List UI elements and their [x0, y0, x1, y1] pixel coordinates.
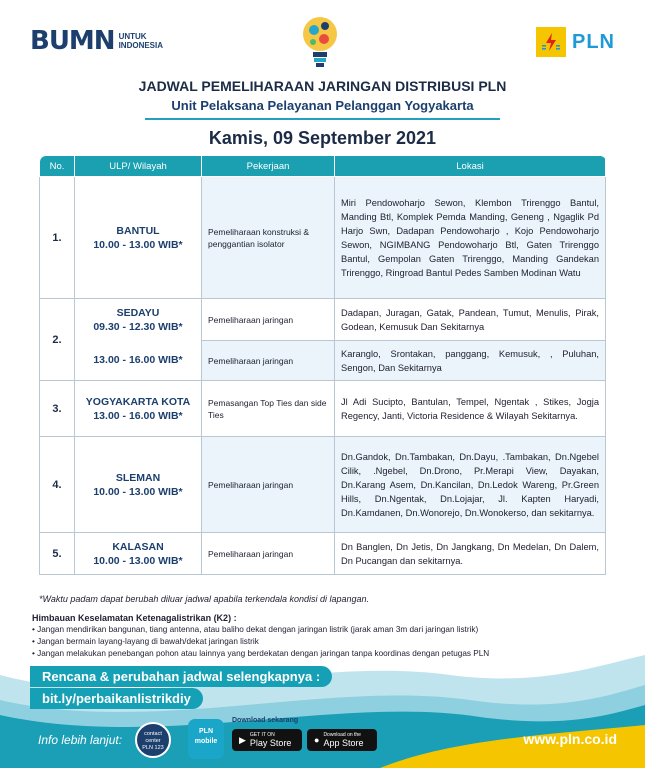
- website-url[interactable]: www.pln.co.id: [523, 731, 617, 747]
- cc-line1: contact: [144, 731, 162, 737]
- k2-item-text: Jangan melakukan penebangan pohon atau lainnya yang berdekatan dengan jaringan tanpa koordinas dengan petugas PLN: [37, 649, 490, 658]
- col-header-job: Pekerjaan: [202, 156, 335, 177]
- k2-safety-notice: [32, 612, 489, 660]
- k2-item-text: Jangan mendirikan bangunan, tiang antenna, atau baliho dekat dengan jaringan listrik (jarak aman 3m dari jaringan listrik): [37, 625, 479, 634]
- play-store-label: Play Store: [249, 738, 292, 748]
- schedule-link[interactable]: bit.ly/perbaikanlistrikdiy: [30, 688, 203, 709]
- app-store-text: [323, 732, 363, 748]
- ulp-cell: [75, 533, 202, 575]
- row-number: 2.: [40, 299, 75, 381]
- table-row: [40, 299, 606, 341]
- ulp-cell: [75, 299, 202, 341]
- ulp-cell: [75, 437, 202, 533]
- pln-mobile-line1: PLN: [199, 728, 213, 735]
- bumn-sub-line2: INDONESIA: [118, 41, 164, 50]
- lightbulb-icon: [300, 12, 340, 74]
- schedule-date: Kamis, 09 September 2021: [208, 128, 437, 148]
- location-cell: Dadapan, Juragan, Gatak, Pandean, Tumut, Menulis, Pirak, Godean, Kemusuk Dan Sekitarnya: [335, 299, 606, 341]
- col-header-ulp: ULP/ Wilayah: [75, 156, 202, 177]
- ulp-cell: [75, 177, 202, 299]
- location-cell: Dn Banglen, Dn Jetis, Dn Jangkang, Dn Medelan, Dn Dalem, Dn Pucangan dan sekitarnya.: [335, 533, 606, 575]
- table-row: [40, 381, 606, 437]
- ulp-time: 09.30 - 12.30 WIB*: [93, 320, 183, 333]
- location-cell: Dn.Gandok, Dn.Tambakan, Dn.Dayu, .Tambakan, Dn.Ngebel Cilik, .Ngebel, Dn.Drono, Pr.Merapi View, Dayakan, Dn.Karang Asem, Dn.Kancilan, Dn.Ledok Wareng, Pr.Green Hills, Dn.Ngentak, Dn.Lojajar, Jl. Kapten Haryadi, Dn.Kamdanen, Dn.Wonorejo, Dn.Wonokerso, dan sekitarnya.: [335, 437, 606, 533]
- apple-icon: ●: [314, 735, 320, 745]
- schedule-table: [39, 155, 606, 575]
- play-store-small: GET IT ON: [249, 732, 275, 738]
- app-store-button[interactable]: [307, 729, 377, 751]
- pln-lightning-icon: [536, 27, 566, 57]
- page-title: JADWAL PEMELIHARAAN JARINGAN DISTRIBUSI PLN: [138, 78, 507, 94]
- col-header-no: No.: [40, 156, 75, 177]
- job-cell: Pemeliharaan jaringan: [202, 533, 335, 575]
- cc-line2: center: [145, 738, 161, 744]
- info-label: Info lebih lanjut:: [38, 733, 123, 747]
- table-header-row: [40, 156, 606, 177]
- table-row: [40, 341, 606, 381]
- app-store-small: Download on the: [323, 732, 361, 738]
- ulp-name: YOGYAKARTA KOTA: [85, 395, 191, 408]
- bumn-sub-line1: UNTUK: [118, 32, 147, 41]
- job-cell: Pemeliharaan jaringan: [202, 341, 335, 381]
- job-cell: Pemeliharaan jaringan: [202, 437, 335, 533]
- schedule-note: *Waktu padam dapat berubah diluar jadwal apabila terkendala kondisi di lapangan.: [39, 594, 370, 604]
- ulp-name: SLEMAN: [115, 471, 161, 484]
- job-cell: Pemasangan Top Ties dan side Ties: [202, 381, 335, 437]
- ulp-name: BANTUL: [116, 224, 160, 237]
- pln-mobile-line2: mobile: [194, 738, 218, 745]
- page-subtitle: Unit Pelaksana Pelayanan Pelanggan Yogyakarta: [171, 98, 474, 113]
- row-number: 3.: [40, 381, 75, 437]
- download-label: Download sekarang: [232, 717, 299, 724]
- job-cell: Pemeliharaan konstruksi & penggantian isolator: [202, 177, 335, 299]
- col-header-location: Lokasi: [335, 156, 606, 177]
- location-cell: Jl Adi Sucipto, Bantulan, Tempel, Ngentak , Stikes, Jogja Regency, Janti, Victoria Residence & Wilayah Sekitarnya.: [335, 381, 606, 437]
- ulp-time-cell: [75, 341, 202, 381]
- k2-heading: Himbauan Keselamatan Ketenagalistrikan (K2) :: [32, 613, 237, 623]
- contact-center-icon[interactable]: [135, 722, 171, 758]
- k2-item: • Jangan melakukan penebangan pohon atau lainnya yang berdekatan dengan jaringan tanpa koordinas dengan petugas PLN: [32, 649, 490, 658]
- ulp-name: KALASAN: [112, 540, 164, 553]
- bumn-logo: [30, 26, 163, 56]
- ulp-time: 10.00 - 13.00 WIB*: [93, 554, 183, 567]
- cc-line3: PLN 123: [142, 745, 164, 751]
- bumn-logo-sub: [119, 32, 163, 50]
- title-divider: [145, 118, 500, 120]
- schedule-info-banner: Rencana & perubahan jadwal selengkapnya :: [30, 666, 332, 687]
- table-row: [40, 437, 606, 533]
- table-row: [40, 533, 606, 575]
- play-icon: ▶: [239, 734, 246, 745]
- row-number: 4.: [40, 437, 75, 533]
- pln-mobile-icon[interactable]: [188, 719, 224, 759]
- ulp-time: 10.00 - 13.00 WIB*: [93, 485, 183, 498]
- pln-logo: [536, 27, 615, 57]
- play-store-text: [250, 732, 292, 748]
- pln-logo-text: PLN: [572, 30, 615, 53]
- location-cell: Karanglo, Srontakan, panggang, Kemusuk, , Puluhan, Sengon, Dan Sekitarnya: [335, 341, 606, 381]
- ulp-cell: [75, 381, 202, 437]
- k2-item-text: Jangan bermain layang-layang di bawah/dekat jaringan listrik: [37, 637, 259, 646]
- ulp-time: 13.00 - 16.00 WIB*: [93, 409, 183, 422]
- ulp-time: 10.00 - 13.00 WIB*: [93, 238, 183, 251]
- ulp-name: SEDAYU: [116, 306, 160, 319]
- location-cell: Miri Pendowoharjo Sewon, Klembon Trirenggo Bantul, Manding Btl, Komplek Pemda Manding, Geneng , Ngaglik Pd Harjo Swn, Dadapan Pendowoharjo , Kojo Pendowoharjo Sewon, NGIMBANG Pendowoharjo Btl, Gaten Trirenggo Bantul, Gempolan Gaten Trirenggo, Manding Gandekan Trirenggo, Ringroad Bantul Pedes Samben Modinan Watu: [335, 177, 606, 299]
- bumn-logo-mark: BUMN: [30, 26, 115, 56]
- ulp-time: 13.00 - 16.00 WIB*: [93, 354, 183, 367]
- k2-item: • Jangan bermain layang-layang di bawah/dekat jaringan listrik: [32, 637, 259, 646]
- table-row: [40, 177, 606, 299]
- row-number: 1.: [40, 177, 75, 299]
- row-number: 5.: [40, 533, 75, 575]
- job-cell: Pemeliharaan jaringan: [202, 299, 335, 341]
- k2-item: • Jangan mendirikan bangunan, tiang antenna, atau baliho dekat dengan jaringan listrik (jarak aman 3m dari jaringan listrik): [32, 625, 479, 634]
- app-store-label: App Store: [323, 738, 364, 748]
- play-store-button[interactable]: [232, 729, 302, 751]
